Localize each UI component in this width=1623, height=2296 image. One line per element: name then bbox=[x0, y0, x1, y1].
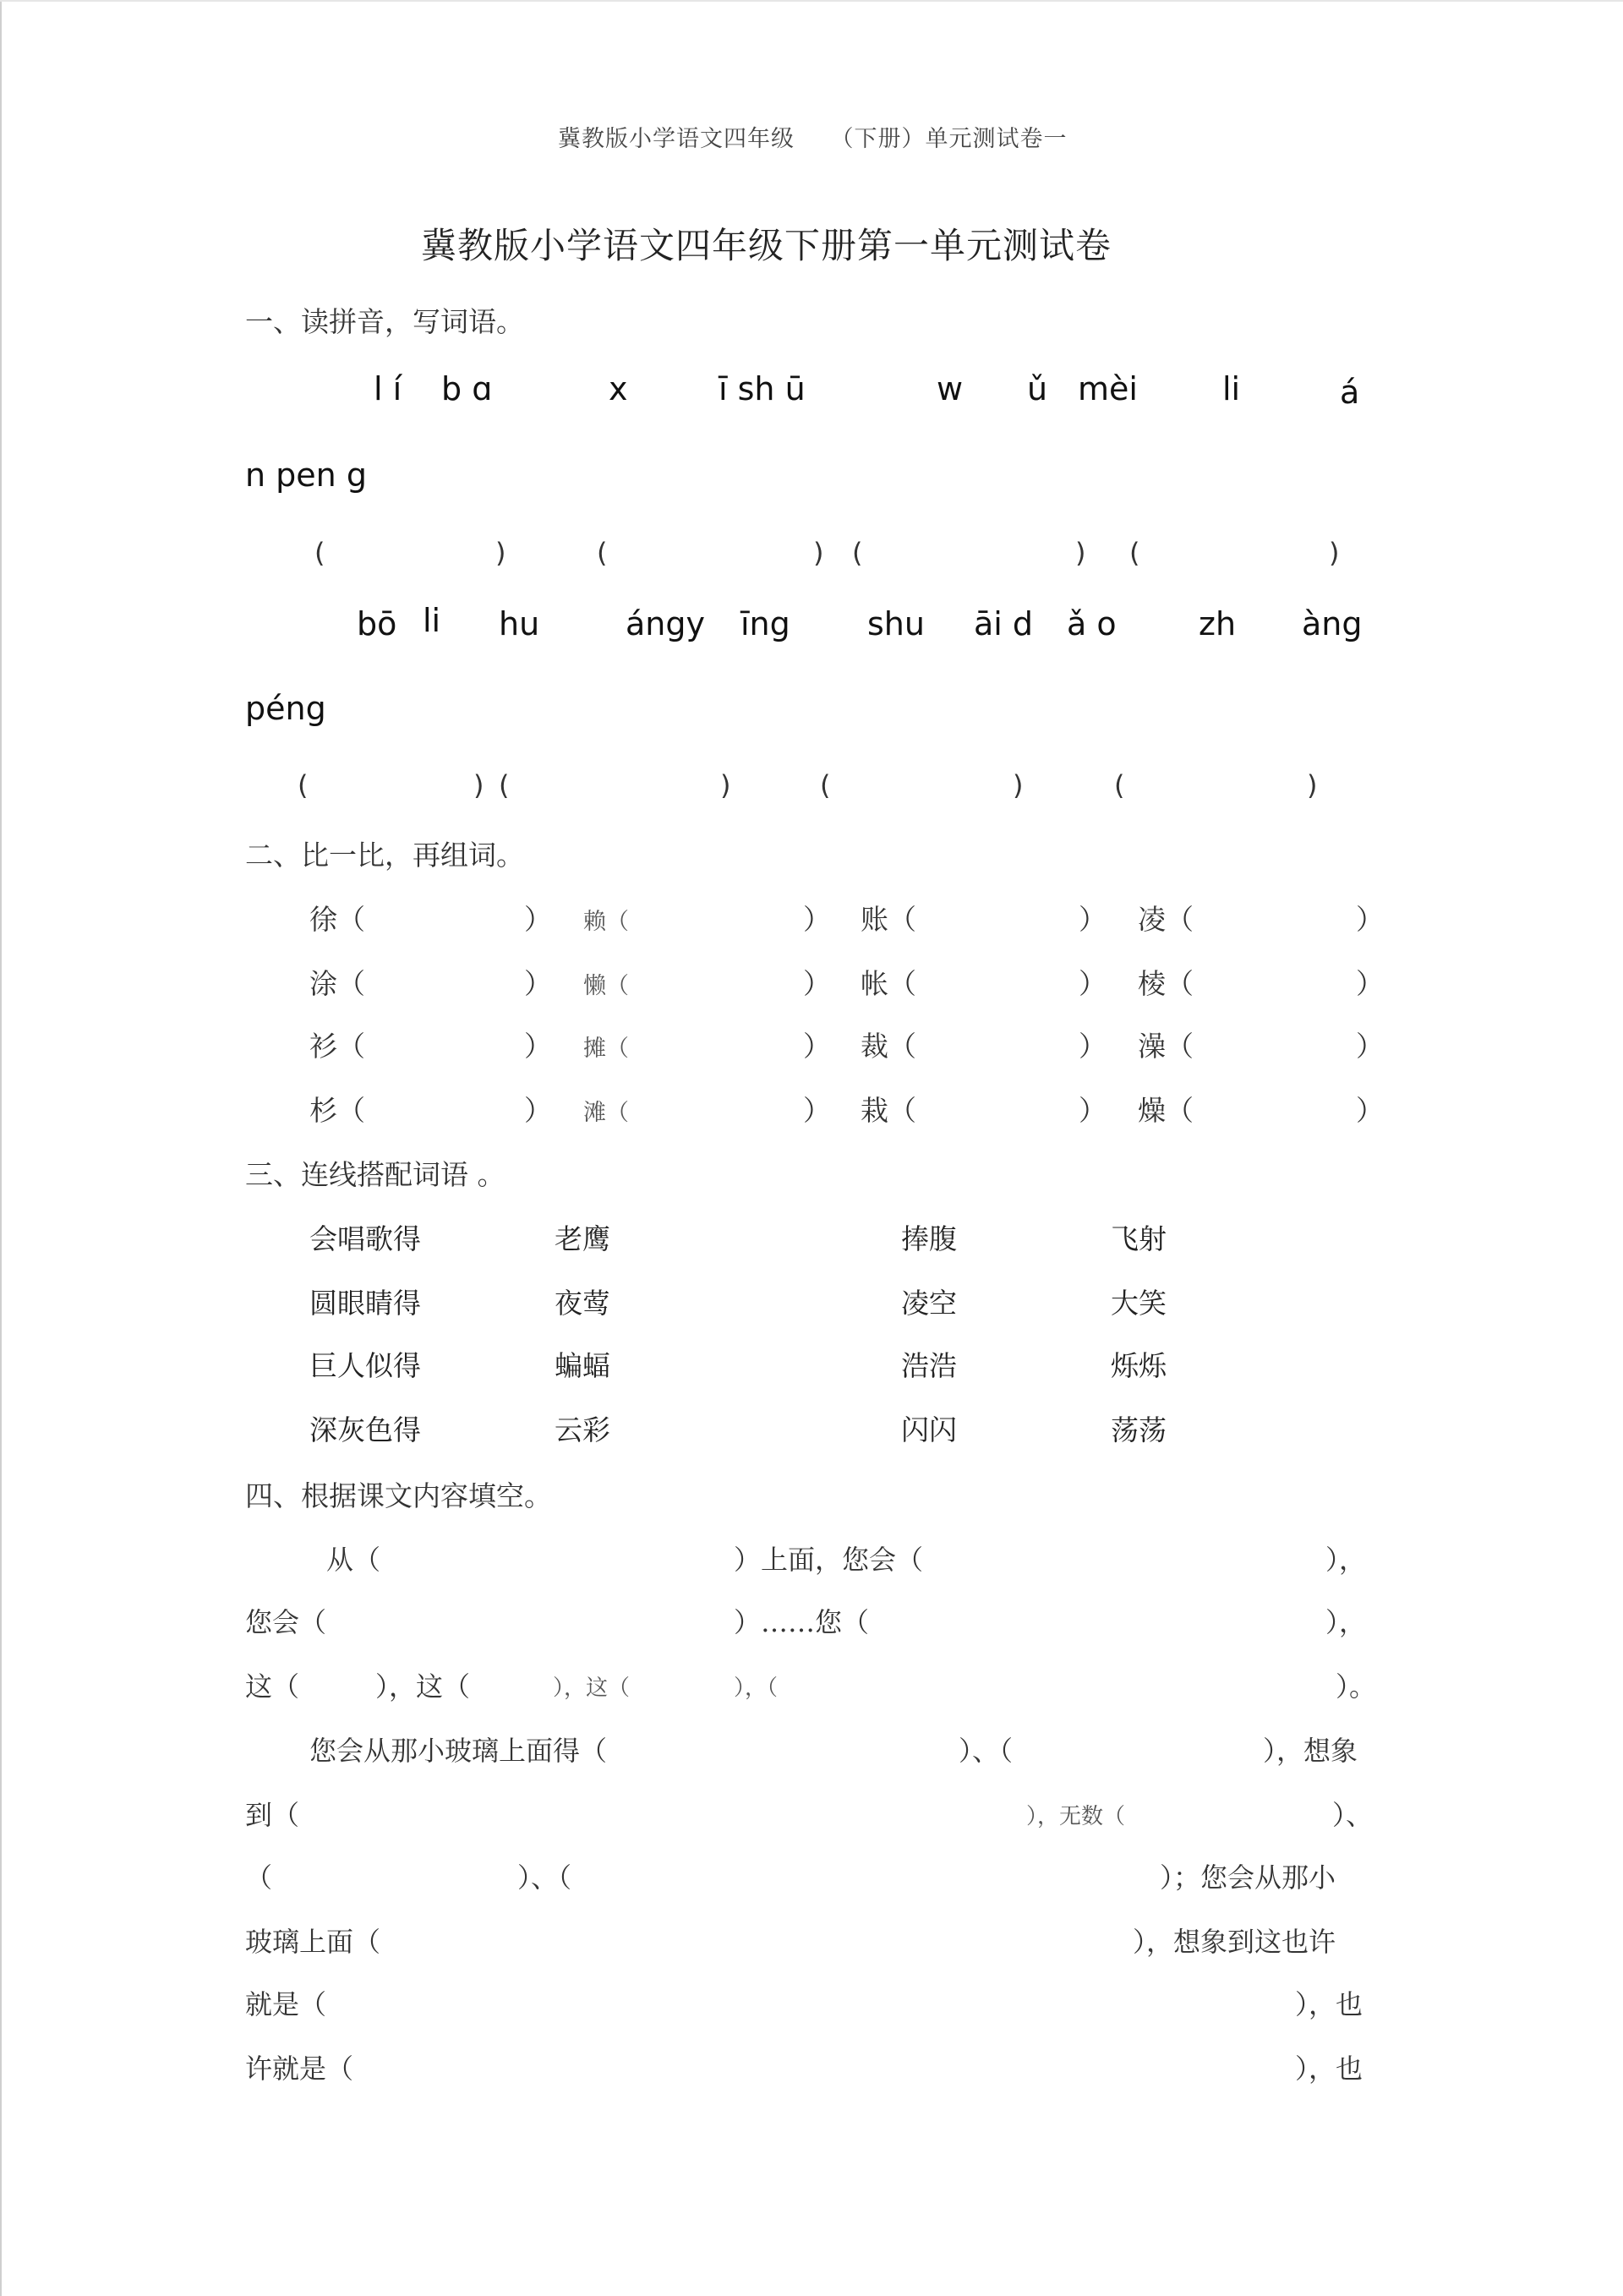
character-prompt: 衫（ bbox=[309, 1030, 365, 1063]
close-paren: ） bbox=[1356, 967, 1384, 1000]
section4-heading: 四、根据课文内容填空。 bbox=[245, 1479, 552, 1512]
pinyin-syllable: ǔ bbox=[1027, 370, 1048, 407]
close-paren: ） bbox=[1079, 1094, 1107, 1127]
match-word: 深灰色得 bbox=[309, 1413, 421, 1446]
fill-text: 这（ bbox=[245, 1670, 300, 1703]
fill-text: ）上面，您会（ bbox=[734, 1544, 924, 1576]
fill-text: 从（ bbox=[326, 1544, 381, 1576]
fill-text: ），也 bbox=[1295, 1988, 1363, 2020]
fill-text: ），这（ bbox=[375, 1670, 471, 1703]
character-prompt: 涂（ bbox=[309, 967, 365, 1000]
fill-text: ）、（ bbox=[517, 1861, 572, 1894]
match-word: 凌空 bbox=[901, 1287, 957, 1320]
page-top-border bbox=[0, 0, 1623, 2]
close-paren: ） bbox=[803, 1094, 831, 1127]
character-prompt: 赖（ bbox=[583, 909, 629, 935]
pinyin-syllable: x bbox=[609, 370, 628, 407]
close-paren: ） bbox=[524, 1030, 552, 1063]
section3-heading: 三、连线搭配词语 。 bbox=[245, 1158, 505, 1191]
pinyin-wrap-2: péng bbox=[245, 690, 326, 727]
open-paren: ( bbox=[820, 769, 831, 801]
fill-text: ），（ bbox=[734, 1676, 779, 1701]
open-paren: ( bbox=[314, 537, 325, 569]
close-paren: ) bbox=[473, 769, 484, 801]
fill-text: ）；您会从那小 bbox=[1160, 1861, 1336, 1894]
character-prompt: 杉（ bbox=[309, 1094, 365, 1127]
fill-text: 到（ bbox=[245, 1799, 300, 1831]
match-word: 飞射 bbox=[1111, 1222, 1167, 1255]
pinyin-syllable: īng bbox=[740, 605, 790, 642]
character-prompt: 澡（ bbox=[1138, 1030, 1194, 1063]
character-prompt: 凌（ bbox=[1138, 903, 1194, 936]
match-word: 云彩 bbox=[555, 1413, 610, 1446]
pinyin-syllable: shu bbox=[867, 605, 925, 642]
character-prompt: 燥（ bbox=[1138, 1094, 1194, 1127]
pinyin-syllable: mèi bbox=[1078, 370, 1138, 407]
fill-text: ）、 bbox=[1332, 1799, 1374, 1831]
pinyin-syllable: w bbox=[937, 370, 964, 407]
pinyin-syllable: ī sh ū bbox=[719, 370, 806, 407]
close-paren: ） bbox=[1079, 967, 1107, 1000]
match-word: 圆眼睛得 bbox=[309, 1287, 421, 1320]
close-paren: ） bbox=[524, 967, 552, 1000]
character-prompt: 滩（ bbox=[583, 1100, 629, 1126]
page-title: 冀教版小学语文四年级下册第一单元测试卷 bbox=[421, 225, 1112, 266]
match-word: 烁烁 bbox=[1111, 1349, 1167, 1382]
fill-text: ）， bbox=[1325, 1544, 1367, 1576]
close-paren: ） bbox=[524, 1094, 552, 1127]
pinyin-syllable: li bbox=[423, 602, 441, 639]
pinyin-syllable: bō bbox=[357, 605, 397, 642]
character-prompt: 帐（ bbox=[861, 967, 916, 1000]
character-prompt: 摊（ bbox=[583, 1036, 629, 1062]
fill-text: ），无数（ bbox=[1026, 1804, 1126, 1829]
match-word: 荡荡 bbox=[1111, 1413, 1167, 1446]
pinyin-wrap-1: n pen g bbox=[245, 456, 367, 494]
open-paren: ( bbox=[597, 537, 608, 569]
fill-text: 玻璃上面（ bbox=[245, 1926, 381, 1958]
close-paren: ) bbox=[1013, 769, 1024, 801]
fill-text: ），想象 bbox=[1263, 1735, 1358, 1767]
close-paren: ） bbox=[1079, 1030, 1107, 1063]
match-word: 浩浩 bbox=[901, 1349, 957, 1382]
close-paren: ） bbox=[524, 903, 552, 936]
close-paren: ） bbox=[1356, 1030, 1384, 1063]
match-word: 会唱歌得 bbox=[309, 1222, 421, 1255]
fill-text: 就是（ bbox=[245, 1988, 327, 2020]
fill-text: 许就是（ bbox=[245, 2053, 354, 2085]
character-prompt: 棱（ bbox=[1138, 967, 1194, 1000]
fill-text: ）……您（ bbox=[734, 1606, 870, 1638]
fill-text: 您会从那小玻璃上面得（ bbox=[309, 1735, 608, 1767]
fill-text: ），想象到这也许 bbox=[1133, 1926, 1336, 1958]
fill-text: ），也 bbox=[1295, 2053, 1363, 2085]
character-prompt: 懒（ bbox=[583, 973, 629, 999]
character-prompt: 徐（ bbox=[309, 903, 365, 936]
open-paren: ( bbox=[852, 537, 863, 569]
close-paren: ） bbox=[803, 1030, 831, 1063]
section1-heading: 一、读拼音，写词语。 bbox=[245, 305, 524, 338]
close-paren: ） bbox=[803, 967, 831, 1000]
match-word: 夜莺 bbox=[555, 1287, 610, 1320]
close-paren: ) bbox=[813, 537, 824, 569]
close-paren: ) bbox=[720, 769, 731, 801]
pinyin-syllable: ángy bbox=[626, 605, 705, 642]
character-prompt: 账（ bbox=[861, 903, 916, 936]
close-paren: ) bbox=[1075, 537, 1086, 569]
open-paren: ( bbox=[298, 769, 309, 801]
match-word: 蝙蝠 bbox=[555, 1349, 610, 1382]
close-paren: ） bbox=[1079, 903, 1107, 936]
match-word: 捧腹 bbox=[901, 1222, 957, 1255]
close-paren: ) bbox=[495, 537, 506, 569]
fill-text: ）、（ bbox=[959, 1735, 1014, 1767]
fill-text: ）。 bbox=[1336, 1670, 1377, 1703]
pinyin-syllable: ǎ o bbox=[1067, 605, 1117, 642]
pinyin-syllable: li bbox=[1222, 370, 1241, 407]
close-paren: ） bbox=[1356, 1094, 1384, 1127]
match-word: 大笑 bbox=[1111, 1287, 1167, 1320]
pinyin-syllable: á bbox=[1340, 374, 1360, 411]
open-paren: ( bbox=[1114, 769, 1125, 801]
close-paren: ) bbox=[1307, 769, 1318, 801]
fill-text: ）， bbox=[1325, 1606, 1367, 1638]
open-paren: ( bbox=[1129, 537, 1140, 569]
pinyin-syllable: āi d bbox=[974, 605, 1034, 642]
match-word: 闪闪 bbox=[901, 1413, 957, 1446]
fill-text: 您会（ bbox=[245, 1606, 327, 1638]
close-paren: ） bbox=[803, 903, 831, 936]
match-word: 巨人似得 bbox=[309, 1349, 421, 1382]
pinyin-syllable: àng bbox=[1302, 605, 1363, 642]
section2-heading: 二、比一比，再组词。 bbox=[245, 839, 524, 872]
character-prompt: 栽（ bbox=[861, 1094, 916, 1127]
pinyin-syllable: l í bbox=[374, 370, 402, 407]
character-prompt: 裁（ bbox=[861, 1030, 916, 1063]
match-word: 老鹰 bbox=[555, 1222, 610, 1255]
close-paren: ) bbox=[1329, 537, 1340, 569]
fill-text: （ bbox=[245, 1861, 273, 1894]
running-header: 冀教版小学语文四年级 （下册）单元测试卷一 bbox=[558, 126, 1068, 152]
pinyin-syllable: hu bbox=[499, 605, 540, 642]
fill-text: ），这（ bbox=[553, 1676, 631, 1701]
open-paren: ( bbox=[499, 769, 510, 801]
pinyin-syllable: zh bbox=[1199, 605, 1237, 642]
page-left-border bbox=[0, 0, 2, 2296]
close-paren: ） bbox=[1356, 903, 1384, 936]
pinyin-syllable: b ɑ bbox=[441, 370, 493, 407]
